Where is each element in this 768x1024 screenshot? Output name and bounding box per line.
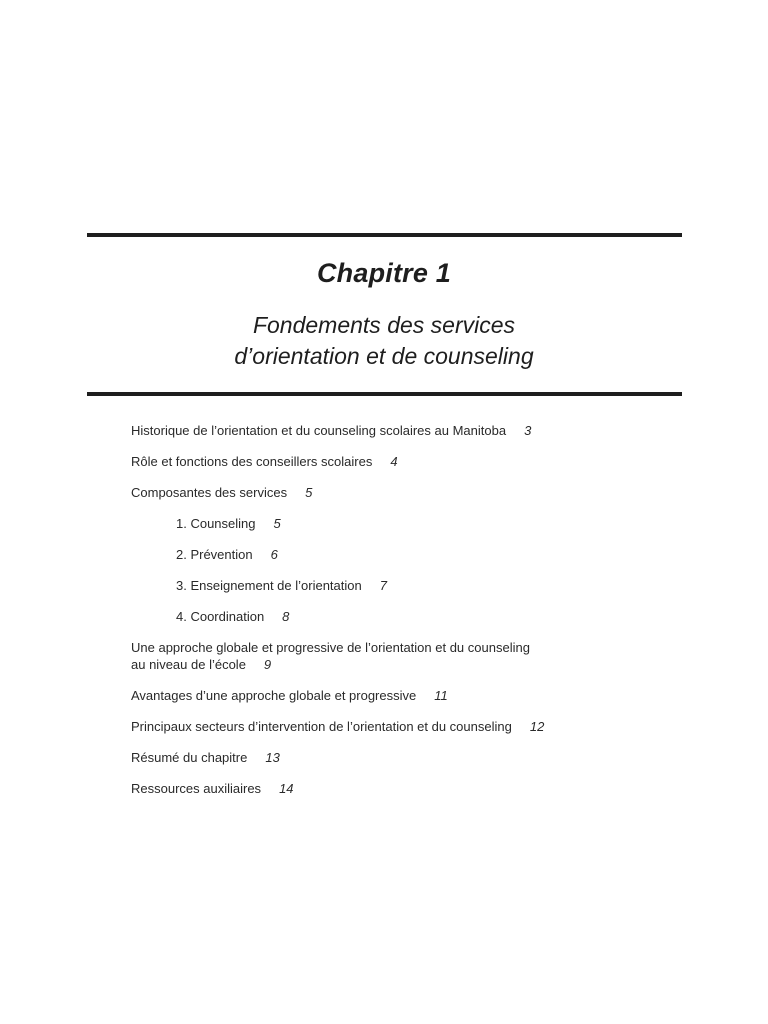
toc-item-text: Historique de l’orientation et du counseling scolaires au Manitoba [131,423,507,438]
toc-item-avantages[interactable] [131,687,691,704]
toc-item-text: 2. Prévention [176,547,253,562]
toc-item-principaux-secteurs[interactable] [131,718,691,735]
toc-item-text: Une approche globale et progressive de l’orientation et du counseling [131,640,530,655]
chapter-title-line-1: Fondements des services [252,312,516,338]
toc-item-text: Rôle et fonctions des conseillers scolaires [131,454,373,469]
toc-item-text: 1. Counseling [176,516,256,531]
toc-item-text: 3. Enseignement de l’orientation [176,578,362,593]
toc-item-page: 14 [279,781,294,796]
toc-item-text: Avantages d’une approche globale et progressive [131,688,417,703]
toc-item-text: Résumé du chapitre [131,750,248,765]
toc-subitem-coordination[interactable] [131,608,691,625]
toc-item-page: 13 [265,750,280,765]
toc-item-text: 4. Coordination [176,609,265,624]
toc-item-page: 6 [270,547,278,562]
toc-item-page: 3 [524,423,532,438]
toc-item-page: 5 [273,516,281,531]
toc-item-ressources[interactable] [131,780,691,797]
bottom-rule [87,392,682,396]
chapter-label: Chapitre 1 [316,258,452,288]
toc-item-text: Composantes des services [131,485,288,500]
toc-item-text-line-2: au niveau de l’école [131,657,246,672]
toc-item-text: Principaux secteurs d’intervention de l’orientation et du counseling [131,719,512,734]
toc-subitem-counseling[interactable] [131,515,691,532]
top-rule [87,233,682,237]
chapter-title-line-2: d’orientation et de counseling [234,343,534,369]
toc-item-role-fonctions[interactable] [131,453,691,470]
toc-item-page: 4 [390,454,398,469]
toc-item-historique[interactable] [131,422,691,439]
toc-item-page: 5 [305,485,313,500]
toc-item-resume[interactable] [131,749,691,766]
toc-item-page: 8 [282,609,290,624]
toc-item-approche-globale[interactable] [131,639,691,673]
toc-item-page: 7 [379,578,387,593]
toc-item-page: 9 [263,657,272,672]
chapter-title [0,310,768,372]
toc-subitem-prevention[interactable] [131,546,691,563]
toc-item-text: Ressources auxiliaires [131,781,262,796]
toc-item-composantes[interactable] [131,484,691,501]
toc-subitem-enseignement[interactable] [131,577,691,594]
toc-item-page: 12 [529,719,545,734]
toc-item-page: 11 [434,688,448,703]
table-of-contents [131,422,691,811]
